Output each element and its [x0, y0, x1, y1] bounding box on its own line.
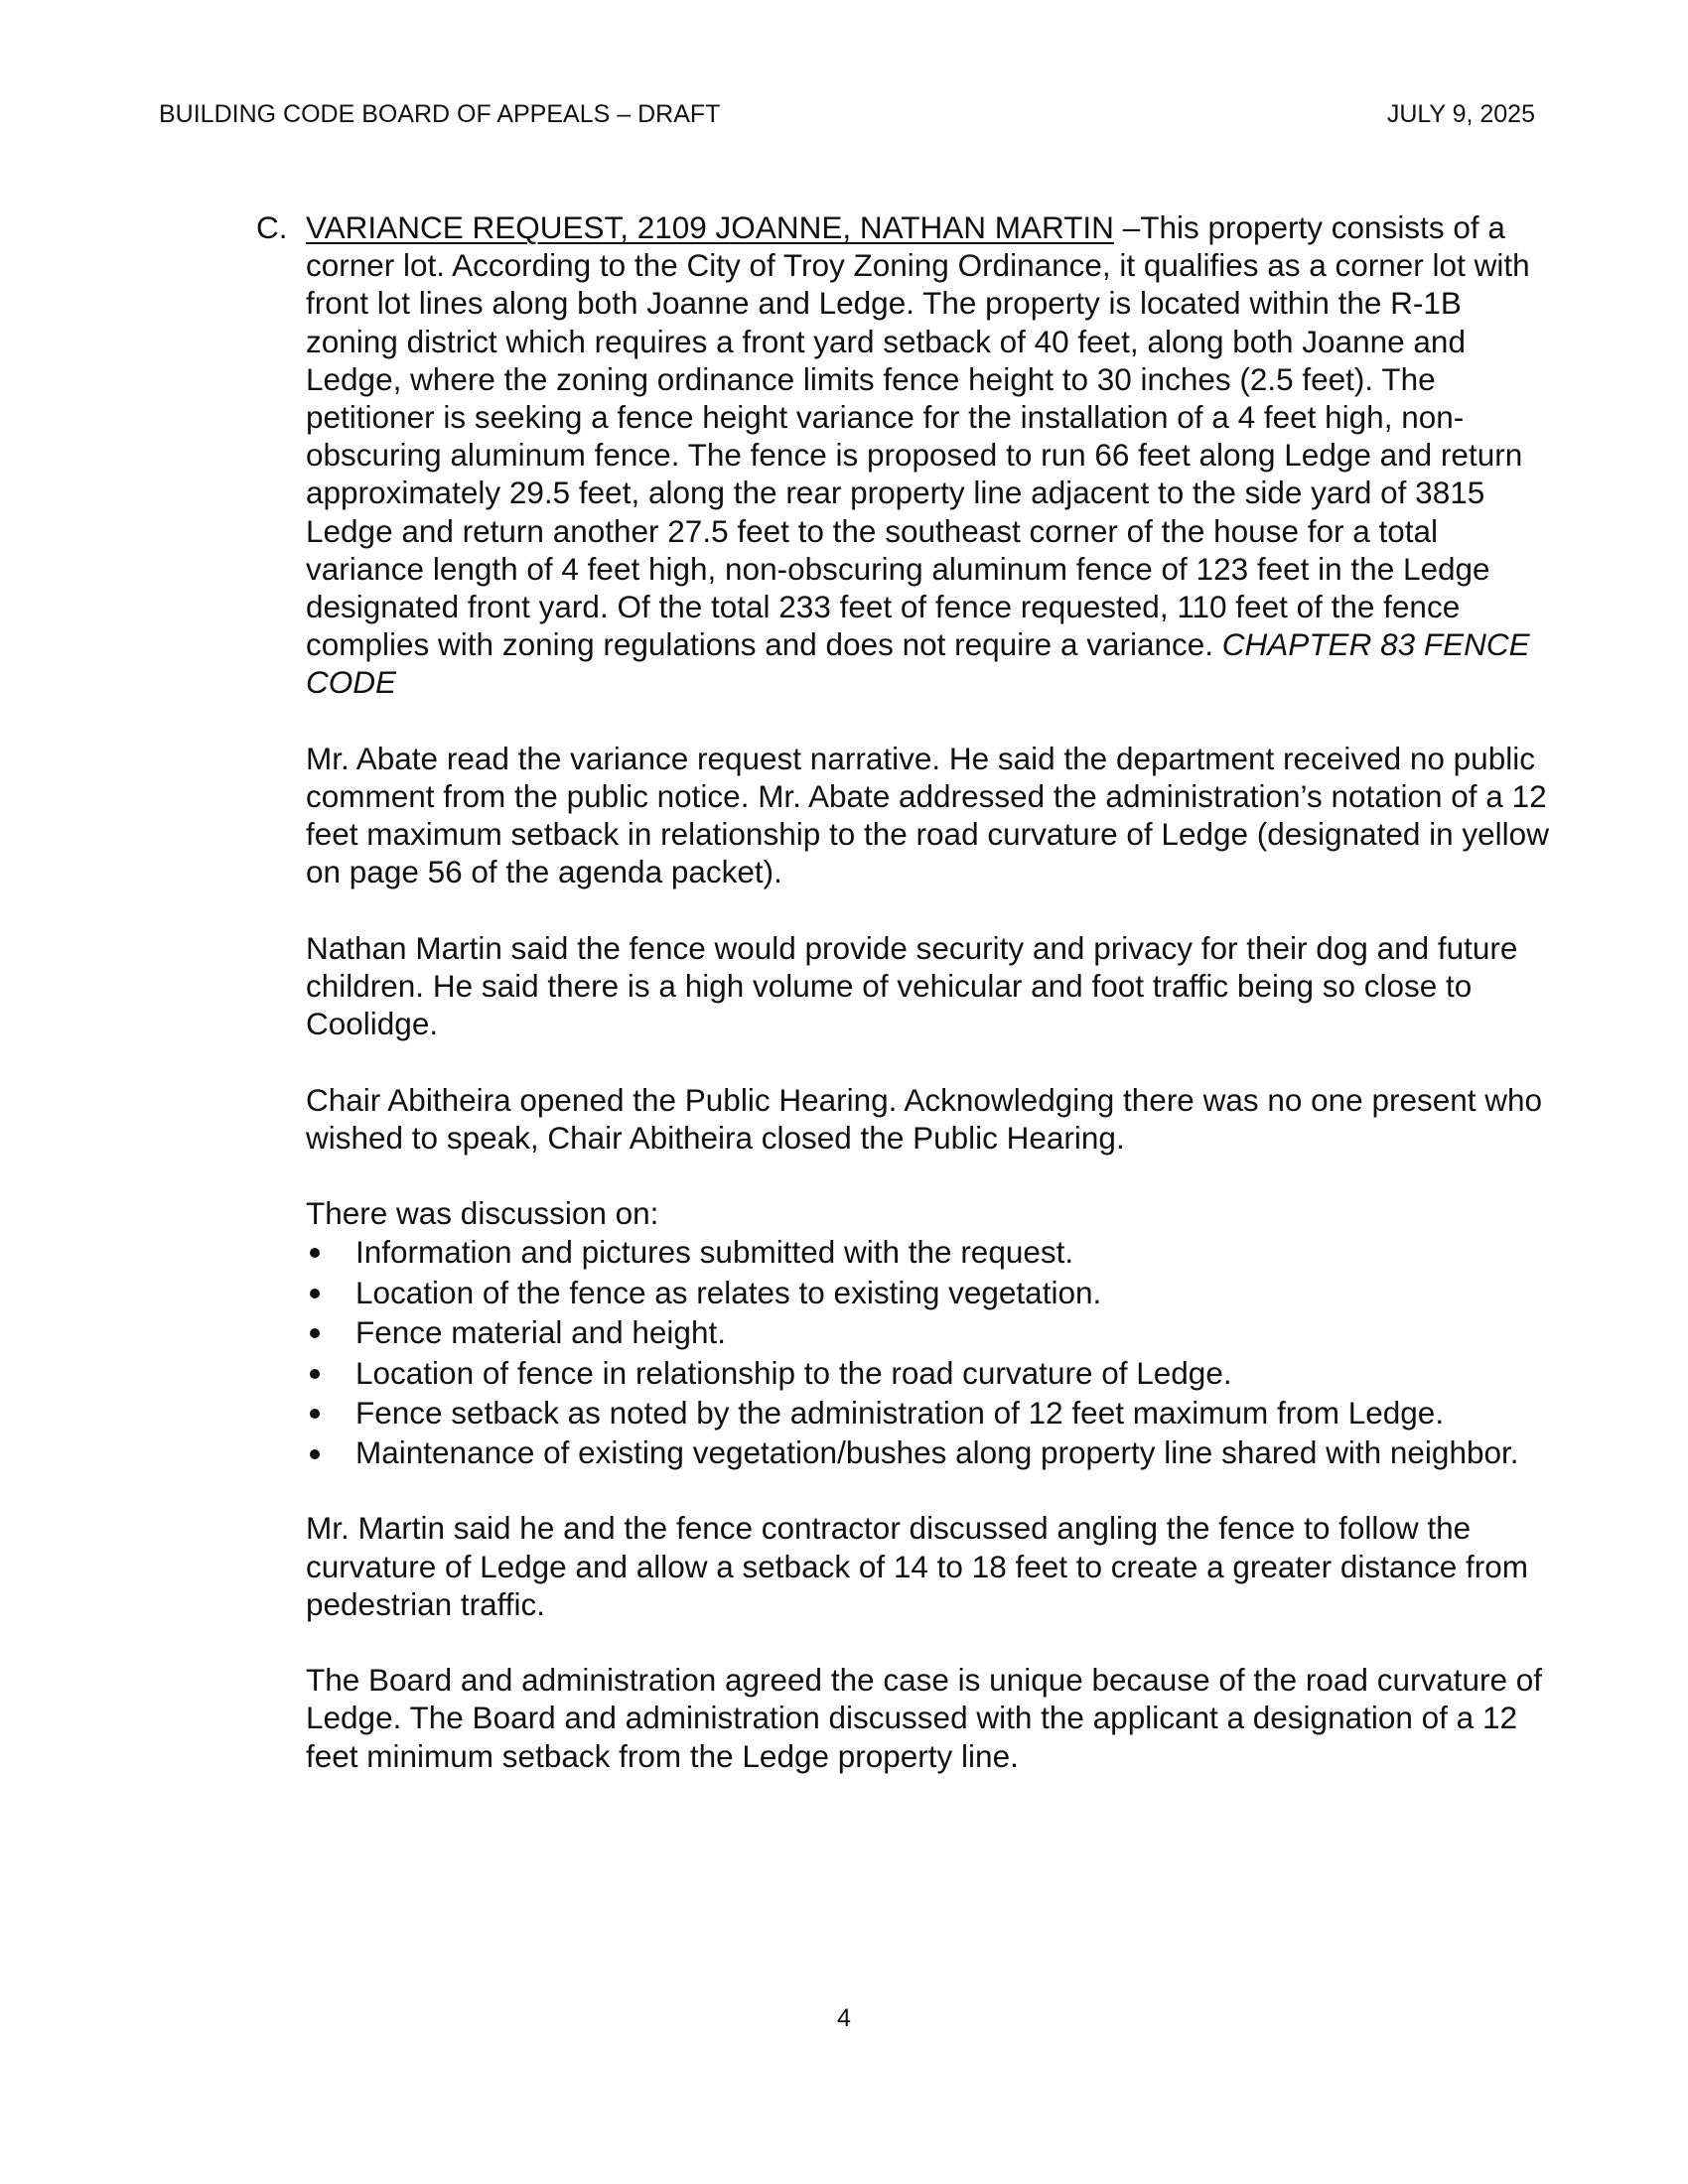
list-item: Location of fence in relationship to the road curvature of Ledge. [306, 1353, 1557, 1394]
bullet-icon [306, 1433, 355, 1471]
paragraph-contractor: Mr. Martin said he and the fence contractor discussed angling the fence to follow the curvature of Ledge and allow a setback of 14 to 18 feet to create a greater distance from pedestrian traffic. [306, 1510, 1528, 1622]
header-date: JULY 9, 2025 [1386, 100, 1535, 128]
list-item: Maintenance of existing vegetation/bushes along property line shared with neighbor. [306, 1433, 1557, 1471]
bullet-icon [306, 1393, 355, 1433]
list-item: Information and pictures submitted with the request. [306, 1232, 1557, 1273]
paragraph-abate: Mr. Abate read the variance request narrative. He said the department received no public comment from the public notice. Mr. Abate addressed the administration’s notation of a 12 feet maximum setback in relationship to the road curvature of Ledge (designated in yellow on page 56 of the agenda packet). [306, 740, 1549, 890]
item-letter: C. [256, 209, 288, 245]
paragraph-board-agreement: The Board and administration agreed the case is unique because of the road curvature of Ledge. The Board and administration discussed with the applicant a designation of a 12 feet minimum setback from the Ledge property line. [306, 1662, 1543, 1774]
item-intro: –This property consists of a corner lot. According to the City of Troy Zoning Ordinance, it qualifies as a corner lot with front lot lines along both Joanne and Ledge. The property is located within the R-1B zoning district which requires a front yard setback of 40 feet, along both Joanne and Ledge, where the zoning ordinance limits fence height to 30 inches (2.5 feet). The petitioner is seeking a fence height variance for the installation of a 4 feet high, non-obscuring aluminum fence. The fence is proposed to run 66 feet along Ledge and return approximately 29.5 feet, along the rear property line adjacent to the side yard of 3815 Ledge and return another 27.5 feet to the southeast corner of the house for a total variance length of 4 feet high, non-obscuring aluminum fence of 123 feet in the Ledge designated front yard. Of the total 233 feet of fence requested, 110 feet of the fence complies with zoning regulations and does not require a variance. [306, 209, 1530, 663]
page-header [159, 99, 1535, 129]
header-title: BUILDING CODE BOARD OF APPEALS – DRAFT [159, 100, 721, 128]
page-number: 4 [837, 2004, 851, 2032]
discussion-intro: There was discussion on: [306, 1195, 659, 1232]
agenda-item-c [256, 208, 1557, 1813]
item-heading-block [256, 208, 1557, 1813]
list-item: Fence setback as noted by the administration of 12 feet maximum from Ledge. [306, 1393, 1557, 1433]
bullet-icon [306, 1273, 355, 1313]
bullet-icon [306, 1232, 355, 1273]
bullet-icon [306, 1312, 355, 1353]
code-reference: CHAPTER 83 FENCE CODE [306, 626, 1530, 701]
item-title: VARIANCE REQUEST, 2109 JOANNE, NATHAN MARTIN [306, 209, 1114, 245]
discussion-list [306, 1232, 1557, 1471]
item-body [306, 208, 1557, 1813]
paragraph-public-hearing: Chair Abitheira opened the Public Hearing. Acknowledging there was no one present who wished to speak, Chair Abitheira closed the Public Hearing. [306, 1081, 1543, 1156]
paragraph-martin: Nathan Martin said the fence would provide security and privacy for their dog and future children. He said there is a high volume of vehicular and foot traffic being so close to Coolidge. [306, 929, 1518, 1042]
item-description [306, 208, 1557, 702]
bullet-icon [306, 1353, 355, 1394]
list-item: Location of the fence as relates to existing vegetation. [306, 1273, 1557, 1313]
list-item: Fence material and height. [306, 1312, 1557, 1353]
